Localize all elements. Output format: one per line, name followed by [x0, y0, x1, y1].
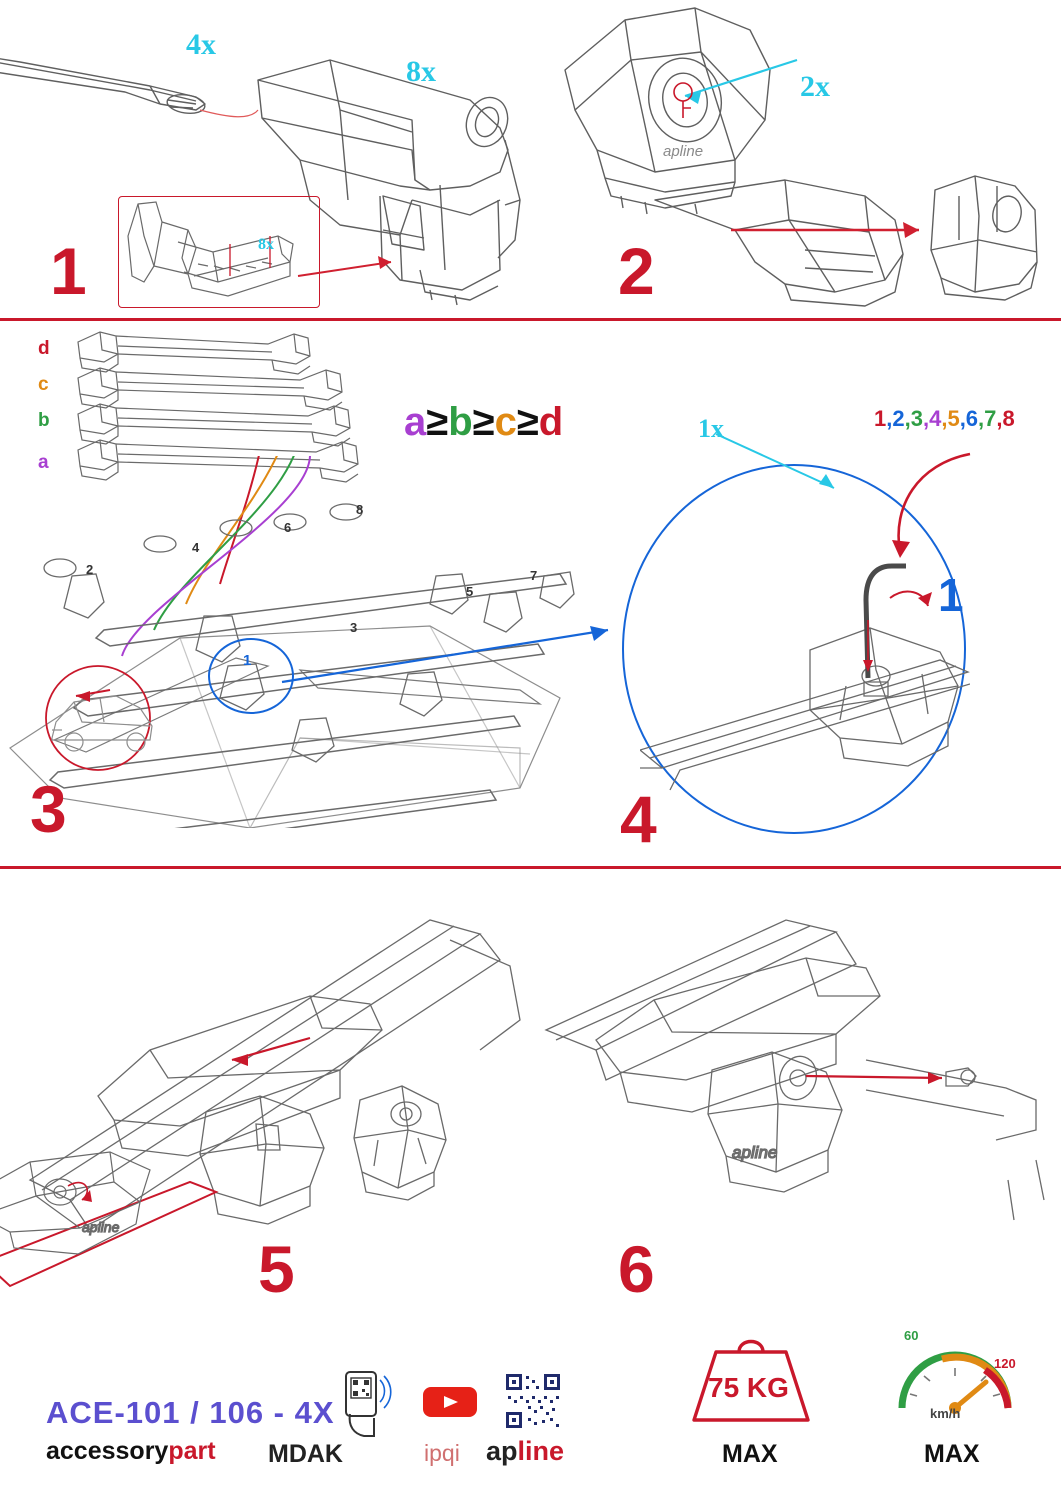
- svg-text:apline: apline: [732, 1143, 778, 1162]
- speed-unit-label: km/h: [930, 1406, 961, 1421]
- step1-inset-frame: [118, 196, 320, 308]
- seq-6: ,6: [959, 406, 979, 431]
- svg-text:apline: apline: [82, 1219, 120, 1235]
- step3-to-step4-connector: [278, 616, 638, 696]
- step1-arrow: [296, 240, 416, 290]
- step4-callout-1: 1: [938, 569, 964, 621]
- weight-max-label: MAX: [722, 1440, 778, 1468]
- car-direction-inset: [12, 664, 192, 774]
- seq-3: ,3: [904, 406, 923, 431]
- inset-qty-label: 8x: [258, 236, 274, 253]
- weight-limit-value: 75 KG: [708, 1372, 789, 1403]
- bar-number-7: 7: [530, 568, 538, 583]
- qty-4x: 4x: [186, 28, 216, 61]
- gauge-tick-120: 120: [994, 1356, 1016, 1371]
- apline-logo-ap: ap: [486, 1436, 518, 1466]
- seq-2: ,2: [886, 406, 905, 431]
- apline-logo: [486, 1436, 564, 1467]
- step6-illustration: [536, 900, 1056, 1230]
- bar-number-4: 4: [192, 540, 200, 555]
- nfc-phone-icon: [338, 1370, 398, 1442]
- step-number-1: 1: [50, 234, 87, 308]
- brand-label: [46, 1437, 216, 1466]
- step2-illustration: [535, 0, 1055, 316]
- qr-code: [504, 1372, 562, 1430]
- apline-logo-line: line: [517, 1436, 565, 1466]
- formula-ge-1: ≥: [426, 400, 449, 444]
- formula-ge-2: ≥: [472, 400, 495, 444]
- bar-number-2: 2: [86, 562, 94, 577]
- brand-part-text: part: [168, 1437, 216, 1465]
- product-model-label: ACE-101 / 106 - 4X: [46, 1395, 335, 1430]
- row-label-a: a: [38, 452, 49, 473]
- formula-c: c: [494, 400, 517, 444]
- row-label-d: d: [38, 338, 50, 359]
- step4-sequence-text: [874, 406, 1015, 432]
- svg-text:apline: apline: [663, 143, 704, 160]
- qty-8x: 8x: [406, 55, 436, 88]
- step4-sequence-arrow: [866, 436, 1056, 566]
- step-number-2: 2: [618, 234, 655, 308]
- gauge-tick-60: 60: [904, 1328, 919, 1343]
- row-label-c: c: [38, 374, 49, 395]
- bar-number-6: 6: [284, 520, 292, 535]
- formula-d: d: [538, 400, 564, 444]
- seq-7: ,7: [978, 406, 997, 431]
- row-label-b: b: [38, 410, 50, 431]
- mdak-logo: MDAK: [268, 1440, 343, 1468]
- step4-qty-leader: [706, 424, 856, 494]
- youtube-icon[interactable]: [422, 1382, 478, 1422]
- ipqi-logo: ipqi: [424, 1440, 460, 1466]
- seq-1: 1: [874, 406, 887, 431]
- bar-number-8: 8: [356, 502, 364, 517]
- bar-number-3: 3: [350, 620, 358, 635]
- seq-8: ,8: [996, 406, 1015, 431]
- bar-number-5: 5: [466, 584, 474, 599]
- section-divider-2: [0, 866, 1061, 869]
- step4-qty-1x: 1x: [698, 414, 724, 443]
- formula-b: b: [448, 400, 473, 444]
- length-order-formula: [404, 400, 563, 445]
- formula-ge-3: ≥: [516, 400, 539, 444]
- qty-2x: 2x: [800, 70, 830, 103]
- seq-4: ,4: [922, 406, 942, 431]
- bar-number-1: 1: [243, 652, 252, 669]
- step-number-6: 6: [618, 1232, 655, 1306]
- step-number-3: 3: [30, 772, 67, 846]
- seq-5: ,5: [941, 406, 960, 431]
- step5-inset-illustration: [0, 1136, 240, 1296]
- speed-max-label: MAX: [924, 1440, 980, 1468]
- brand-accessory-text: accessory: [46, 1437, 169, 1465]
- step-number-4: 4: [620, 782, 657, 856]
- section-divider-1: [0, 318, 1061, 321]
- formula-a: a: [404, 400, 427, 444]
- step-number-5: 5: [258, 1232, 295, 1306]
